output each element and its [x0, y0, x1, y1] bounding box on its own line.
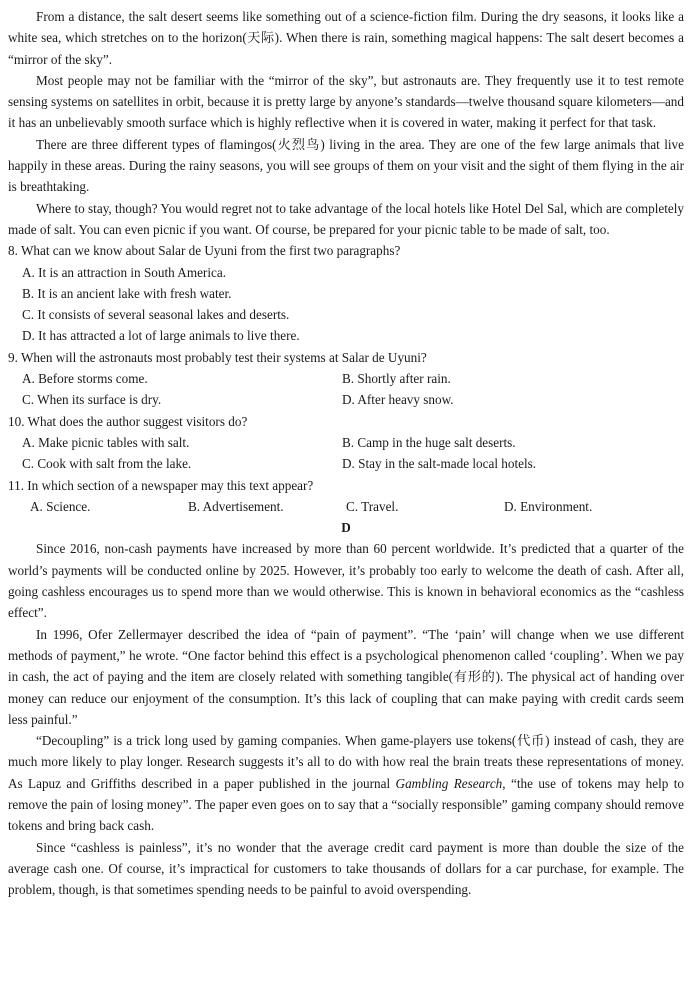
paragraph-text: , “the use of tokens may help to remove the pain of losing money”. The paper even goes on to say that a “socially responsible” gaming company should remove tokens and bring back cash. [8, 775, 684, 834]
passage-c-paragraph-2: Most people may not be familiar with the “mirror of the sky”, but astronauts are. They frequently use it to test remote sensing systems on satellites in orbit, because it is pretty large by anyone’s standards—twelve thousand square kilometers—and it has an unbelievably smooth surface which is highly reflective when it is covered in water, making it perfect for that task. [8, 72, 684, 131]
passage-c-paragraph-3: There are three different types of flamingos(火烈鸟) living in the area. They are one of the few large animals that live happily in these areas. During the rainy seasons, you will see groups of them on your visit and the sight of them flying in the air is breathtaking. [8, 136, 684, 195]
passage-d-paragraph-3 [8, 730, 684, 836]
passage-c-paragraph-4: Where to stay, though? You would regret not to take advantage of the local hotels like Hotel Del Sal, which are completely made of salt. You can even picnic if you want. Of course, be prepared for your picnic table to be made of salt, too. [8, 200, 684, 237]
option-d: D. It has attracted a lot of large animals to live there. [22, 328, 300, 344]
question-stem: 8. What can we know about Salar de Uyuni from the first two paragraphs? [8, 243, 401, 259]
passage-d-paragraph-1: Since 2016, non-cash payments have increased by more than 60 percent worldwide. It’s predicted that a quarter of the world’s payments will be conducted online by 2025. However, it’s probably too early to welcome the death of cash. After all, going cashless encourages us to spend more than we would otherwise. This is known in behavioral economics as the “cashless effect”. [8, 541, 684, 621]
option-b: B. Advertisement. [188, 498, 284, 514]
option-b: B. Shortly after rain. [342, 371, 451, 387]
option-d: D. Environment. [504, 498, 593, 514]
option-b: B. Camp in the huge salt deserts. [342, 434, 516, 450]
passage-d-paragraph-2: In 1996, Ofer Zellermayer described the idea of “pain of payment”. “The ‘pain’ will change when we use different methods of payment,” he wrote. “One factor behind this effect is a psychological phenomenon called ‘coupling’. When we pay in cash, the act of paying and the item are closely related with something tangible(有形的). The physical act of handing over money can reduce our enjoyment of the consumption. It’s this lack of coupling that can make paying with credit cards seem less painful.” [8, 626, 684, 727]
question-stem: 11. In which section of a newspaper may this text appear? [8, 477, 314, 493]
option-c: C. Travel. [346, 498, 399, 514]
passage-c [8, 6, 684, 240]
question-stem: 10. What does the author suggest visitors do? [8, 413, 248, 429]
question-stem: 9. When will the astronauts most probably test their systems at Salar de Uyuni? [8, 349, 427, 365]
option-c: C. It consists of several seasonal lakes and deserts. [22, 307, 290, 323]
option-a: A. It is an attraction in South America. [22, 264, 226, 280]
option-d: D. Stay in the salt-made local hotels. [342, 456, 537, 472]
option-a: A. Before storms come. [22, 371, 148, 387]
question-9 [8, 347, 684, 411]
option-c: C. Cook with salt from the lake. [22, 456, 192, 472]
question-11 [8, 475, 684, 518]
section-heading: D [341, 520, 351, 536]
option-d: D. After heavy snow. [342, 392, 454, 408]
passage-c-paragraph-1: From a distance, the salt desert seems like something out of a science-fiction film. During the dry seasons, it looks like a white sea, which stretches on to the horizon(天际). When there is rain, something magical happens: The salt desert becomes a “mirror of the sky”. [8, 9, 684, 67]
option-a: A. Science. [30, 498, 91, 514]
passage-d [8, 538, 684, 900]
paragraph-text: “Decoupling” is a trick long used by gaming companies. When game-players use tokens(代币) instead of cash, they are much more likely to play longer. Research suggests it’s all to do with how real the brain treats these representations of money. As Lapuz and Griffiths described in a paper published in the journal [8, 733, 684, 791]
option-c: C. When its surface is dry. [22, 392, 162, 408]
passage-d-paragraph-4: Since “cashless is painless”, it’s no wonder that the average credit card payment is more than double the size of the average cash one. Of course, it’s impractical for customers to take thousands of dollars for a car purchase, for example. The problem, though, is that sometimes spending needs to be painful to avoid overspending. [8, 839, 684, 898]
question-10 [8, 411, 684, 475]
option-a: A. Make picnic tables with salt. [22, 434, 190, 450]
question-8 [8, 240, 684, 346]
option-b: B. It is an ancient lake with fresh water. [22, 285, 232, 301]
journal-title: Gambling Research [395, 775, 503, 791]
